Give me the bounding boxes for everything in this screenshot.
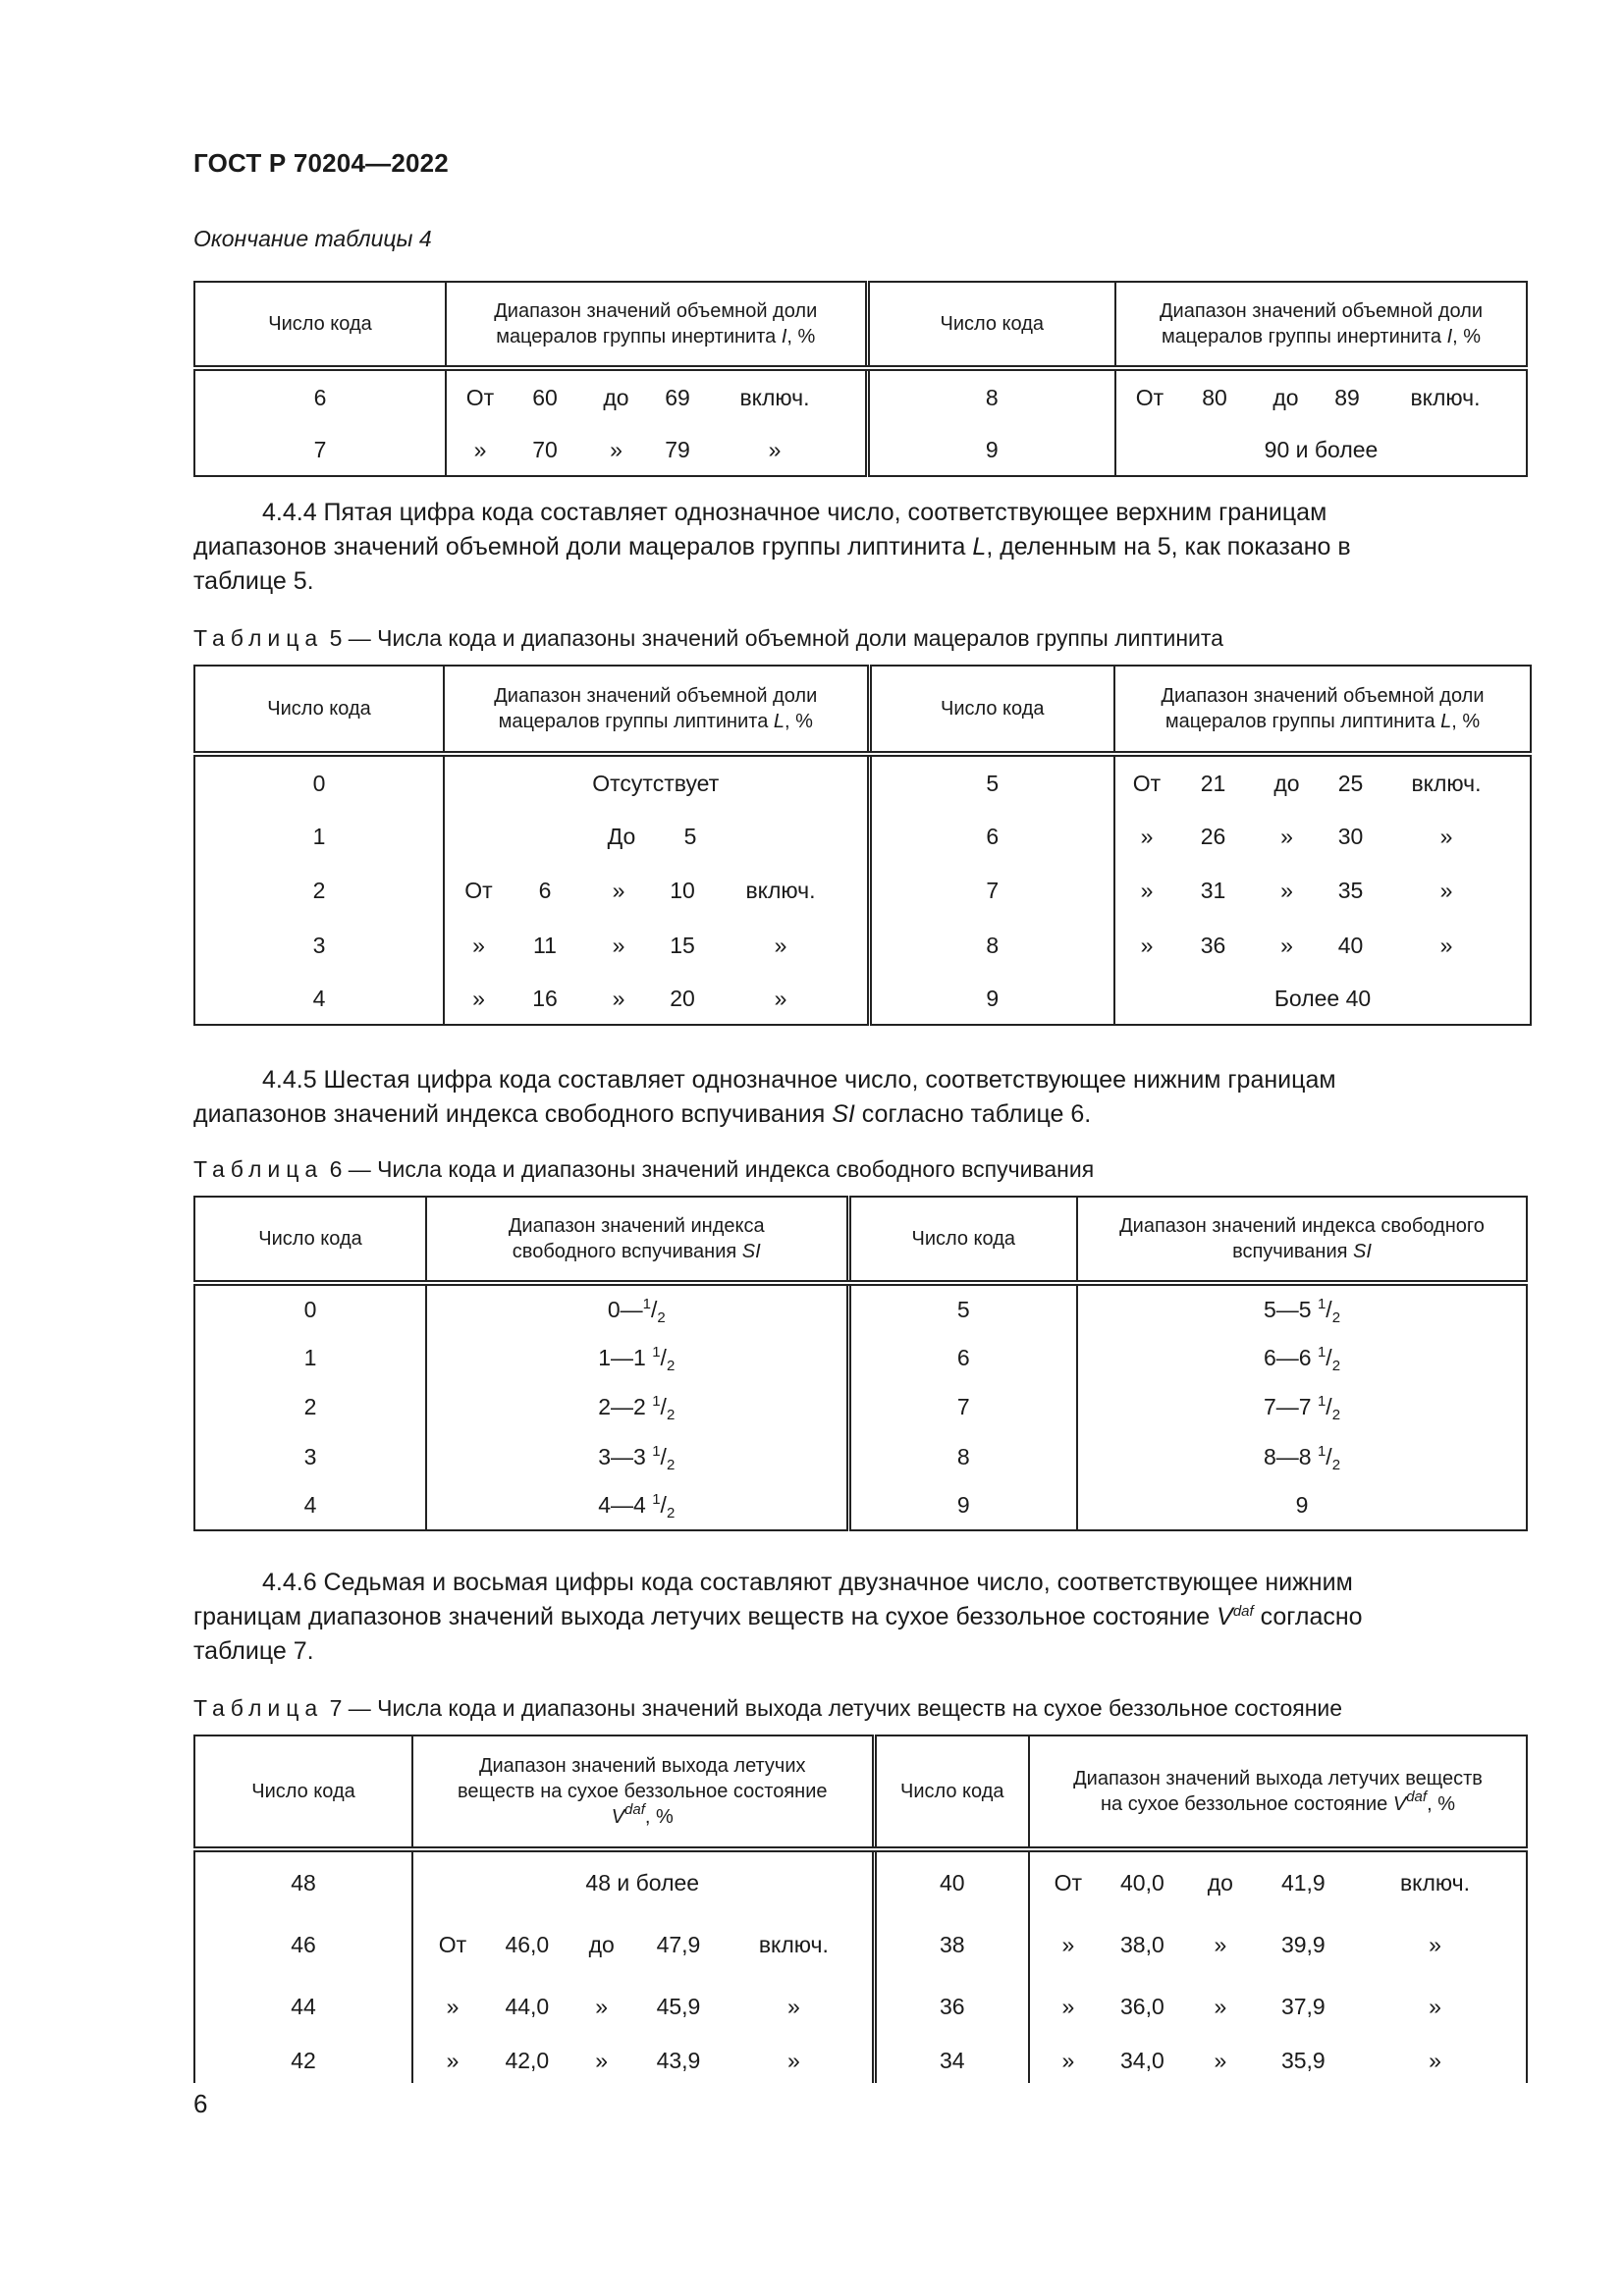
range-cell: » 16 » 20 » (444, 973, 869, 1025)
header-code: Число кода (867, 282, 1115, 368)
header-code: Число кода (869, 666, 1114, 754)
code-cell: 6 (848, 1333, 1077, 1382)
paragraph-4-4-5: 4.4.5 Шестая цифра кода составляет однозначное число, соответствующее нижним границам диапазонов значений индекса свободного вспучивания SI согласно таблице 6. (193, 1066, 1336, 1128)
header-range: Диапазон значений индекса свободного вспучивания SI (426, 1197, 848, 1283)
range-cell: » 70 » 79 » (446, 425, 867, 476)
table-header-row (194, 666, 1531, 754)
table-4-continuation-label: Окончание таблицы 4 (193, 226, 432, 251)
code-cell: 7 (194, 425, 446, 476)
range-cell: » 42,0 » 43,9 » (412, 2038, 874, 2083)
table-row (194, 1914, 1527, 1976)
header-code: Число кода (848, 1197, 1077, 1283)
range-cell: Отсутствует (444, 754, 869, 810)
code-cell: 4 (194, 1481, 426, 1530)
page-number: 6 (193, 2089, 208, 2118)
code-cell: 44 (194, 1976, 412, 2038)
header-code: Число кода (194, 1197, 426, 1283)
code-cell: 6 (194, 368, 446, 425)
header-code: Число кода (874, 1735, 1029, 1849)
code-cell: 9 (867, 425, 1115, 476)
paragraph-4-4-4: 4.4.4 Пятая цифра кода составляет однозначное число, соответствующее верхним границам диапазонов значений объемной доли мацералов группы липтинита L, деленным на 5, как показано в таблице 5. (193, 499, 1351, 595)
code-cell: 5 (869, 754, 1114, 810)
range-cell: 7—7 $^1/_2$ (1077, 1382, 1527, 1432)
table-7-caption: Таблица 7 — Числа кода и диапазоны значений выхода летучих веществ на сухое беззольное состояние (193, 1695, 1343, 1721)
code-cell: 0 (194, 754, 444, 810)
table-header-row (194, 1735, 1527, 1849)
table-6-caption: Таблица 6 — Числа кода и диапазоны значений индекса свободного вспучивания (193, 1156, 1095, 1182)
header-range: Диапазон значений выхода летучих веществ на сухое беззольное состояние $V^{daf}$, % (1029, 1735, 1527, 1849)
code-cell: 38 (874, 1914, 1029, 1976)
range-cell: 8—8 $^1/_2$ (1077, 1432, 1527, 1481)
code-cell: 6 (869, 810, 1114, 864)
table-row (194, 1382, 1527, 1432)
range-cell: » 36,0 » 37,9 » (1029, 1976, 1527, 2038)
code-cell: 40 (874, 1849, 1029, 1914)
code-cell: 3 (194, 918, 444, 973)
range-cell: От 46,0 до 47,9 включ. (412, 1914, 874, 1976)
header-code: Число кода (194, 1735, 412, 1849)
code-cell: 46 (194, 1914, 412, 1976)
code-cell: 42 (194, 2038, 412, 2083)
range-cell: До 5 (444, 810, 869, 864)
table-5-caption: Таблица 5 — Числа кода и диапазоны значений объемной доли мацералов группы липтинита (193, 625, 1223, 651)
header-code: Число кода (194, 666, 444, 754)
table-row (194, 1432, 1527, 1481)
range-cell: 1—1 $^1/_2$ (426, 1333, 848, 1382)
header-range: Диапазон значений индекса свободного вспучивания SI (1077, 1197, 1527, 1283)
range-cell: От 80 до 89 включ. (1115, 368, 1527, 425)
table-row (194, 1976, 1527, 2038)
table-4 (193, 281, 1528, 477)
header-range: Диапазон значений объемной доли мацералов группы липтинита L, % (444, 666, 869, 754)
paragraph-4-4-6: 4.4.6 Седьмая и восьмая цифры кода составляют двузначное число, соответствующее нижним границам диапазонов значений выхода летучих веществ на сухое беззольное состояние $V^{daf}$ согласно таблице 7. (193, 1569, 1363, 1665)
code-cell: 7 (848, 1382, 1077, 1432)
code-cell: 36 (874, 1976, 1029, 2038)
range-cell: » 44,0 » 45,9 » (412, 1976, 874, 2038)
table-header-row (194, 282, 1527, 368)
range-cell: 6—6 $^1/_2$ (1077, 1333, 1527, 1382)
code-cell: 9 (848, 1481, 1077, 1530)
range-cell: » 26 » 30 » (1114, 810, 1531, 864)
code-cell: 1 (194, 810, 444, 864)
range-cell: Более 40 (1114, 973, 1531, 1025)
header-range: Диапазон значений объемной доли мацералов группы инертинита I, % (1115, 282, 1527, 368)
table-row (194, 2038, 1527, 2083)
code-cell: 2 (194, 1382, 426, 1432)
table-row (194, 864, 1531, 918)
range-cell: 4—4 $^1/_2$ (426, 1481, 848, 1530)
document-designation: ГОСТ Р 70204—2022 (193, 148, 449, 178)
code-cell: 9 (869, 973, 1114, 1025)
code-cell: 2 (194, 864, 444, 918)
range-cell: » 38,0 » 39,9 » (1029, 1914, 1527, 1976)
range-cell: » 36 » 40 » (1114, 918, 1531, 973)
table-row (194, 754, 1531, 810)
table-row (194, 1283, 1527, 1333)
range-cell: $0—^1/_2$ (426, 1283, 848, 1333)
code-cell: 1 (194, 1333, 426, 1382)
table-header-row (194, 1197, 1527, 1283)
table-row (194, 1481, 1527, 1530)
range-cell: От 21 до 25 включ. (1114, 754, 1531, 810)
code-cell: 8 (869, 918, 1114, 973)
range-cell: 3—3 $^1/_2$ (426, 1432, 848, 1481)
code-cell: 34 (874, 2038, 1029, 2083)
code-cell: 5 (848, 1283, 1077, 1333)
table-row (194, 810, 1531, 864)
table-row (194, 1849, 1527, 1914)
code-cell: 0 (194, 1283, 426, 1333)
range-cell: От 60 до 69 включ. (446, 368, 867, 425)
code-cell: 3 (194, 1432, 426, 1481)
range-cell: » 31 » 35 » (1114, 864, 1531, 918)
range-cell: 90 и более (1115, 425, 1527, 476)
table-7 (193, 1735, 1528, 2083)
range-cell: » 34,0 » 35,9 » (1029, 2038, 1527, 2083)
code-cell: 7 (869, 864, 1114, 918)
header-range: Диапазон значений объемной доли мацералов группы липтинита L, % (1114, 666, 1531, 754)
range-cell: 5—5 $^1/_2$ (1077, 1283, 1527, 1333)
header-code: Число кода (194, 282, 446, 368)
table-row (194, 425, 1527, 476)
range-cell: 48 и более (412, 1849, 874, 1914)
table-row (194, 1333, 1527, 1382)
table-5 (193, 665, 1532, 1026)
header-range: Диапазон значений объемной доли мацералов группы инертинита I, % (446, 282, 867, 368)
code-cell: 8 (848, 1432, 1077, 1481)
header-range: Диапазон значений выхода летучих веществ на сухое беззольное состояние $V^{daf}$, % (412, 1735, 874, 1849)
range-cell: 9 (1077, 1481, 1527, 1530)
range-cell: 2—2 $^1/_2$ (426, 1382, 848, 1432)
range-cell: От 6 » 10 включ. (444, 864, 869, 918)
table-row (194, 368, 1527, 425)
code-cell: 8 (867, 368, 1115, 425)
table-row (194, 918, 1531, 973)
code-cell: 48 (194, 1849, 412, 1914)
range-cell: От 40,0 до 41,9 включ. (1029, 1849, 1527, 1914)
table-row (194, 973, 1531, 1025)
table-6 (193, 1196, 1528, 1531)
code-cell: 4 (194, 973, 444, 1025)
range-cell: » 11 » 15 » (444, 918, 869, 973)
